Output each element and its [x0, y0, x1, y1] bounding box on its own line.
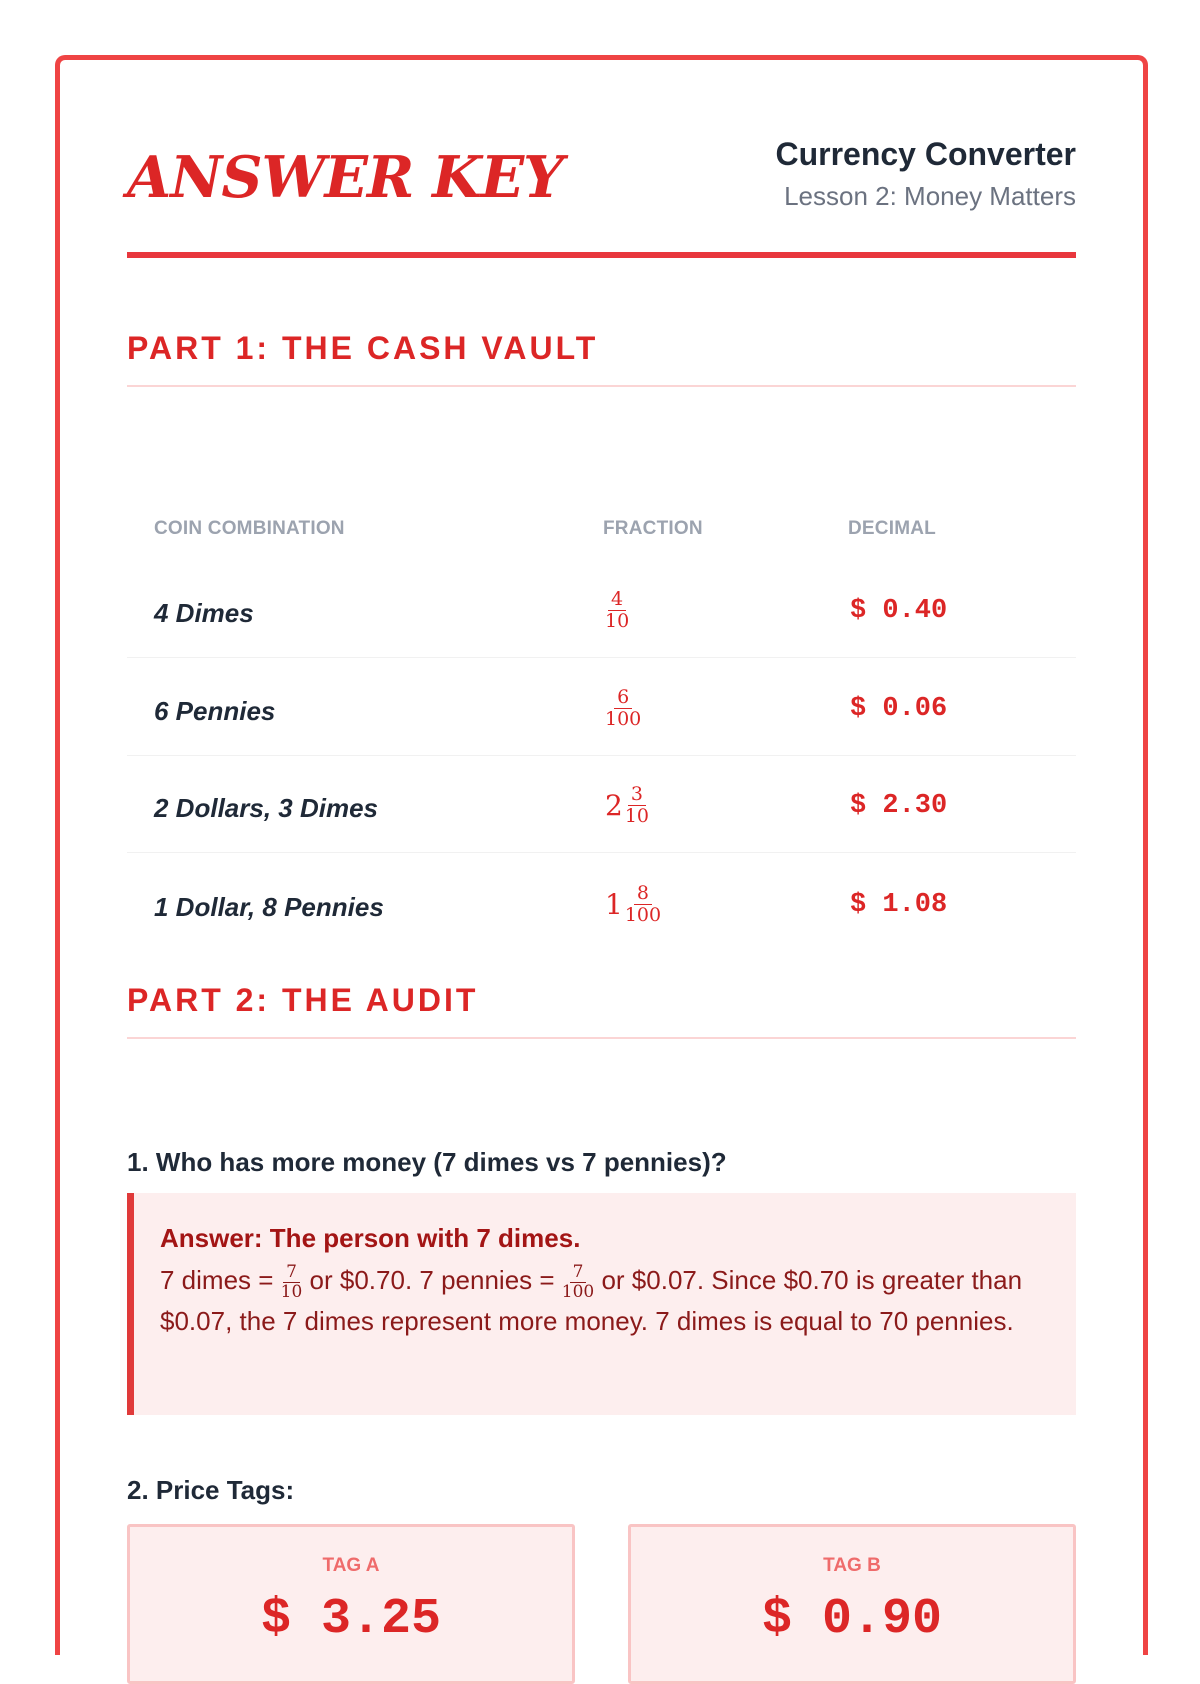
coin-combination: 1 Dollar, 8 Pennies — [154, 892, 384, 922]
fraction-numerator: 7 — [283, 1264, 300, 1283]
table-row — [127, 854, 1076, 952]
column-header-coin: COIN COMBINATION — [154, 518, 345, 539]
worksheet-title: Currency Converter — [775, 136, 1076, 172]
fraction-numerator: 6 — [614, 688, 632, 709]
fraction-denominator: 100 — [624, 903, 662, 926]
fraction-numerator: 7 — [570, 1264, 587, 1283]
part1-heading: PART 1: THE CASH VAULT — [127, 330, 1076, 387]
tag-label: TAG A — [322, 1555, 380, 1576]
fraction-value — [605, 783, 649, 827]
coin-combination: 2 Dollars, 3 Dimes — [154, 793, 378, 823]
fraction-denominator: 10 — [280, 1281, 303, 1302]
fraction-denominator: 10 — [605, 609, 630, 632]
table-row — [127, 755, 1076, 853]
table-row — [127, 560, 1076, 658]
fraction — [561, 1261, 595, 1302]
fraction-whole: 1 — [605, 887, 623, 921]
fraction-numerator: 3 — [628, 785, 646, 806]
worksheet-meta — [775, 136, 1076, 212]
answer-box — [127, 1193, 1076, 1415]
fraction-numerator: 8 — [634, 884, 652, 905]
tag-price: $ 0.90 — [761, 1591, 943, 1648]
coin-combination: 4 Dimes — [154, 598, 254, 628]
fraction-value — [605, 686, 641, 730]
answer-text-part: or $0.07. Since $0.70 is greater than $0.07, the 7 dimes represent more money. 7 dimes is equal to 70 pennies. — [160, 1265, 1023, 1336]
fraction — [605, 587, 630, 632]
price-tag-a — [127, 1524, 575, 1684]
fraction-whole: 2 — [605, 788, 623, 822]
table-row — [127, 658, 1076, 756]
price-tag-b — [628, 1524, 1076, 1684]
question-1: 1. Who has more money (7 dimes vs 7 pennies)? — [127, 1147, 727, 1177]
fraction — [605, 685, 642, 730]
tag-price: $ 3.25 — [260, 1591, 442, 1648]
fraction-value — [605, 588, 629, 632]
fraction — [280, 1261, 303, 1302]
lesson-subtitle: Lesson 2: Money Matters — [784, 181, 1076, 211]
answer-key-title: ANSWER KEY — [127, 144, 563, 211]
fraction-numerator: 4 — [608, 590, 626, 611]
answer-text-part: 7 dimes = — [160, 1265, 281, 1295]
fraction-denominator: 100 — [561, 1281, 595, 1302]
part2-heading: PART 2: THE AUDIT — [127, 982, 1076, 1039]
decimal-value: $ 0.06 — [850, 694, 948, 724]
question-2: 2. Price Tags: — [127, 1475, 295, 1505]
fraction-denominator: 100 — [605, 707, 642, 730]
fraction — [624, 782, 650, 827]
decimal-value: $ 2.30 — [850, 791, 948, 821]
worksheet-sheet — [55, 55, 1148, 1655]
fraction-denominator: 10 — [624, 804, 650, 827]
column-header-fraction: FRACTION — [603, 518, 703, 539]
fraction-value — [605, 882, 661, 926]
tag-label: TAG B — [823, 1555, 881, 1576]
answer-title: Answer: The person with 7 dimes. — [160, 1223, 581, 1253]
decimal-value: $ 0.40 — [850, 596, 948, 626]
coin-combination: 6 Pennies — [154, 696, 276, 726]
worksheet-header — [127, 134, 1076, 258]
answer-explanation — [160, 1260, 1046, 1341]
column-header-decimal: DECIMAL — [848, 518, 936, 539]
answer-text-part: or $0.70. 7 pennies = — [302, 1265, 562, 1295]
decimal-value: $ 1.08 — [850, 890, 948, 920]
fraction — [624, 881, 662, 926]
